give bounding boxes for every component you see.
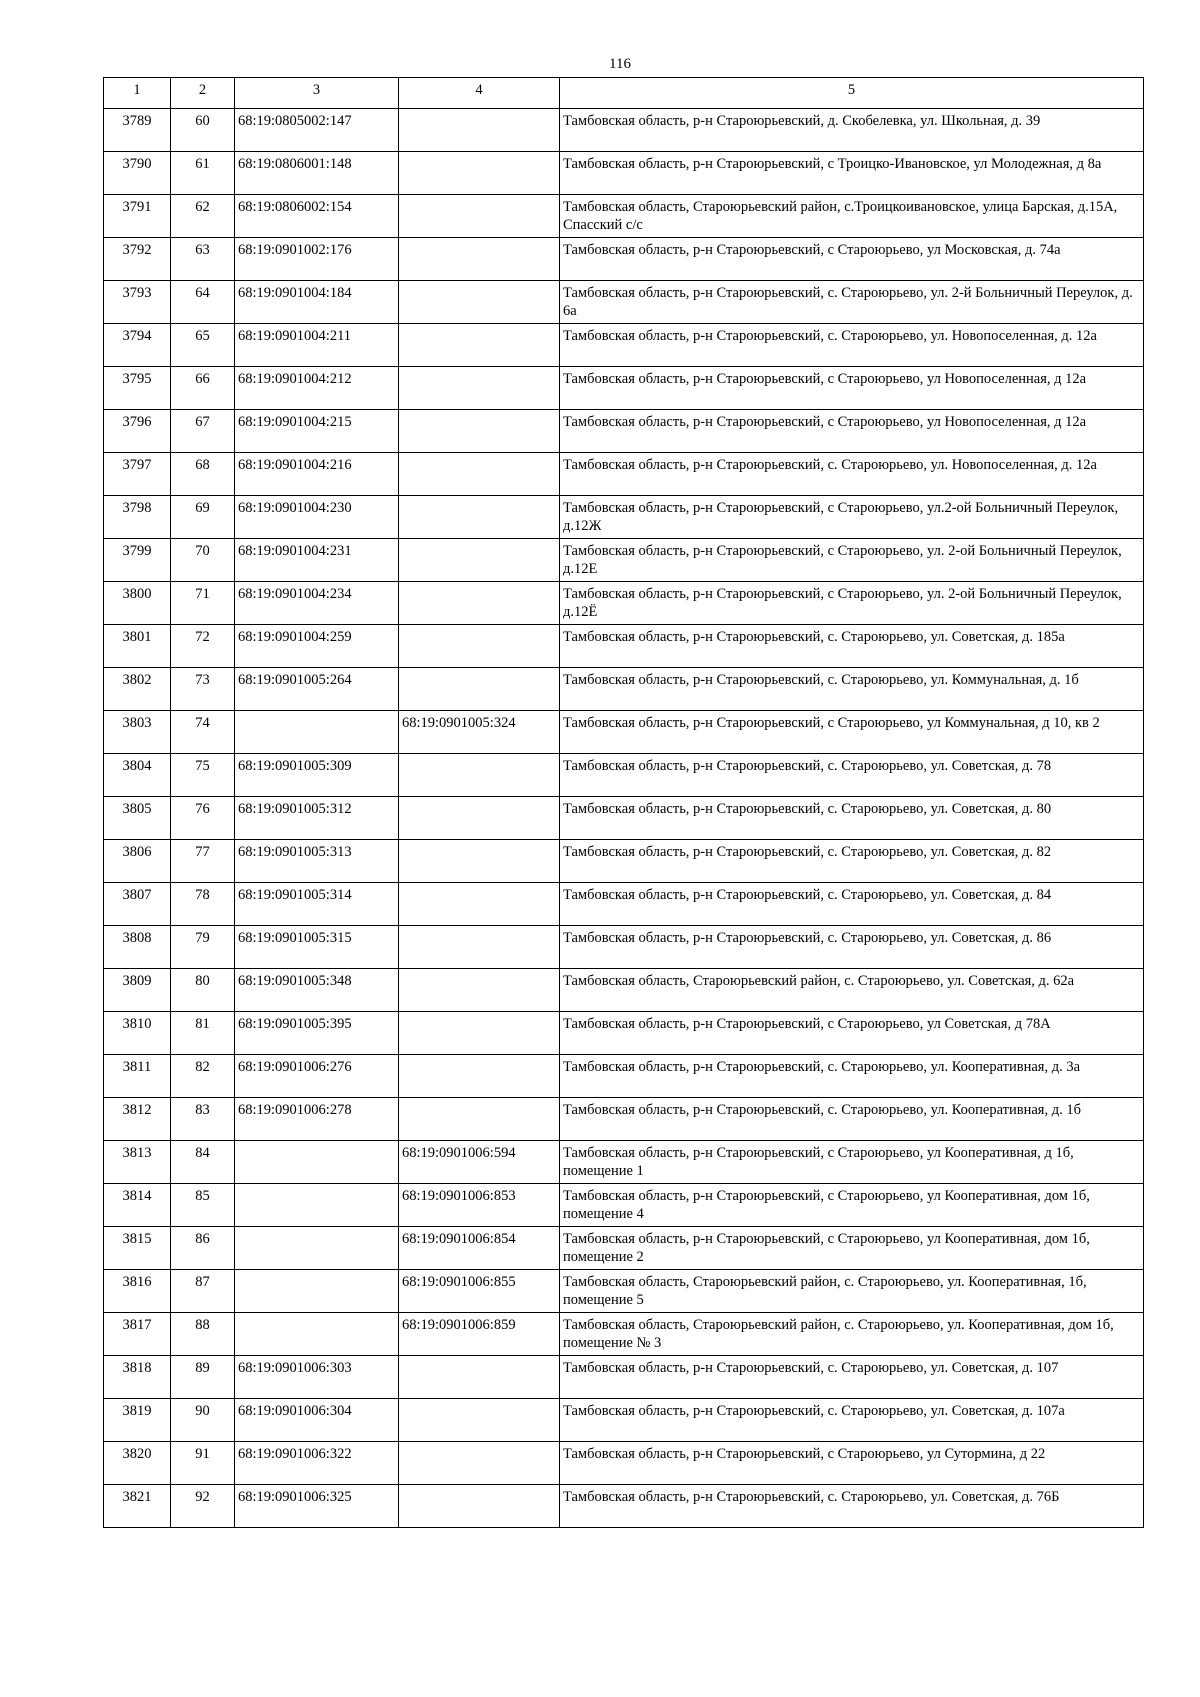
item-index-cell: 71: [171, 582, 235, 625]
table-row: [104, 625, 1144, 668]
table-row: [104, 281, 1144, 324]
address-cell: Тамбовская область, р-н Староюрьевский, с. Староюрьево, ул. Коммунальная, д. 1б: [560, 668, 1144, 711]
row-number-cell: 3799: [104, 539, 171, 582]
item-index-cell: 68: [171, 453, 235, 496]
premises-cadastral-cell: [399, 1356, 560, 1399]
premises-cadastral-cell: [399, 195, 560, 238]
row-number-cell: 3816: [104, 1270, 171, 1313]
item-index-cell: 77: [171, 840, 235, 883]
table-row: [104, 754, 1144, 797]
header-col-4: 4: [399, 78, 560, 109]
row-number-cell: 3809: [104, 969, 171, 1012]
row-number-cell: 3805: [104, 797, 171, 840]
row-number-cell: 3814: [104, 1184, 171, 1227]
header-col-3: 3: [235, 78, 399, 109]
table-row: [104, 883, 1144, 926]
table-row: [104, 668, 1144, 711]
table-row: [104, 109, 1144, 152]
premises-cadastral-cell: [399, 668, 560, 711]
table-row: [104, 324, 1144, 367]
address-cell: Тамбовская область, р-н Староюрьевский, с. Староюрьево, ул. 2-й Больничный Переулок, д. 6а: [560, 281, 1144, 324]
address-cell: Тамбовская область, р-н Староюрьевский, с. Староюрьево, ул. Советская, д. 185а: [560, 625, 1144, 668]
cadastral-number-cell: [235, 1184, 399, 1227]
row-number-cell: 3811: [104, 1055, 171, 1098]
cadastral-number-cell: 68:19:0901006:278: [235, 1098, 399, 1141]
item-index-cell: 74: [171, 711, 235, 754]
item-index-cell: 80: [171, 969, 235, 1012]
address-cell: Тамбовская область, р-н Староюрьевский, с Староюрьево, ул. 2-ой Больничный Переулок, д.12Ё: [560, 582, 1144, 625]
table-row: [104, 1055, 1144, 1098]
premises-cadastral-cell: [399, 797, 560, 840]
premises-cadastral-cell: 68:19:0901006:853: [399, 1184, 560, 1227]
table-row: [104, 1270, 1144, 1313]
row-number-cell: 3815: [104, 1227, 171, 1270]
premises-cadastral-cell: [399, 1012, 560, 1055]
table-row: [104, 1227, 1144, 1270]
table-row: [104, 152, 1144, 195]
address-cell: Тамбовская область, Староюрьевский район, с. Староюрьево, ул. Советская, д. 62а: [560, 969, 1144, 1012]
cadastral-number-cell: 68:19:0901005:312: [235, 797, 399, 840]
row-number-cell: 3789: [104, 109, 171, 152]
table-row: [104, 238, 1144, 281]
cadastral-number-cell: 68:19:0901004:215: [235, 410, 399, 453]
row-number-cell: 3810: [104, 1012, 171, 1055]
cadastral-number-cell: [235, 1270, 399, 1313]
table-header-row: [104, 78, 1144, 109]
row-number-cell: 3795: [104, 367, 171, 410]
row-number-cell: 3792: [104, 238, 171, 281]
item-index-cell: 63: [171, 238, 235, 281]
premises-cadastral-cell: [399, 152, 560, 195]
address-cell: Тамбовская область, р-н Староюрьевский, с. Староюрьево, ул. Советская, д. 80: [560, 797, 1144, 840]
cadastral-number-cell: 68:19:0901005:314: [235, 883, 399, 926]
table-row: [104, 1313, 1144, 1356]
cadastral-number-cell: 68:19:0901004:184: [235, 281, 399, 324]
item-index-cell: 69: [171, 496, 235, 539]
cadastral-number-cell: 68:19:0901005:264: [235, 668, 399, 711]
cadastral-number-cell: 68:19:0901006:322: [235, 1442, 399, 1485]
address-cell: Тамбовская область, р-н Староюрьевский, с. Староюрьево, ул. Советская, д. 107: [560, 1356, 1144, 1399]
item-index-cell: 87: [171, 1270, 235, 1313]
table-row: [104, 711, 1144, 754]
header-col-2: 2: [171, 78, 235, 109]
item-index-cell: 84: [171, 1141, 235, 1184]
premises-cadastral-cell: [399, 324, 560, 367]
row-number-cell: 3803: [104, 711, 171, 754]
cadastral-number-cell: 68:19:0901004:212: [235, 367, 399, 410]
item-index-cell: 82: [171, 1055, 235, 1098]
row-number-cell: 3817: [104, 1313, 171, 1356]
cadastral-number-cell: 68:19:0805002:147: [235, 109, 399, 152]
address-cell: Тамбовская область, Староюрьевский район, с. Староюрьево, ул. Кооперативная, дом 1б, помещение № 3: [560, 1313, 1144, 1356]
row-number-cell: 3818: [104, 1356, 171, 1399]
item-index-cell: 89: [171, 1356, 235, 1399]
row-number-cell: 3804: [104, 754, 171, 797]
cadastral-number-cell: 68:19:0901006:276: [235, 1055, 399, 1098]
address-cell: Тамбовская область, р-н Староюрьевский, с. Староюрьево, ул. Советская, д. 107а: [560, 1399, 1144, 1442]
item-index-cell: 90: [171, 1399, 235, 1442]
premises-cadastral-cell: 68:19:0901005:324: [399, 711, 560, 754]
address-cell: Тамбовская область, р-н Староюрьевский, с. Староюрьево, ул. Советская, д. 78: [560, 754, 1144, 797]
item-index-cell: 79: [171, 926, 235, 969]
row-number-cell: 3802: [104, 668, 171, 711]
address-cell: Тамбовская область, р-н Староюрьевский, с. Староюрьево, ул. Советская, д. 82: [560, 840, 1144, 883]
address-cell: Тамбовская область, р-н Староюрьевский, с Староюрьево, ул Советская, д 78А: [560, 1012, 1144, 1055]
item-index-cell: 91: [171, 1442, 235, 1485]
cadastral-number-cell: 68:19:0901004:234: [235, 582, 399, 625]
cadastral-number-cell: 68:19:0901004:230: [235, 496, 399, 539]
page-number: 116: [609, 56, 631, 72]
row-number-cell: 3796: [104, 410, 171, 453]
address-cell: Тамбовская область, р-н Староюрьевский, с. Староюрьево, ул. Советская, д. 86: [560, 926, 1144, 969]
row-number-cell: 3794: [104, 324, 171, 367]
address-cell: Тамбовская область, р-н Староюрьевский, с. Староюрьево, ул. Советская, д. 84: [560, 883, 1144, 926]
item-index-cell: 66: [171, 367, 235, 410]
item-index-cell: 78: [171, 883, 235, 926]
table-row: [104, 1098, 1144, 1141]
table-row: [104, 410, 1144, 453]
premises-cadastral-cell: [399, 410, 560, 453]
row-number-cell: 3813: [104, 1141, 171, 1184]
row-number-cell: 3801: [104, 625, 171, 668]
item-index-cell: 62: [171, 195, 235, 238]
row-number-cell: 3797: [104, 453, 171, 496]
premises-cadastral-cell: [399, 926, 560, 969]
item-index-cell: 76: [171, 797, 235, 840]
table-row: [104, 840, 1144, 883]
row-number-cell: 3798: [104, 496, 171, 539]
cadastral-number-cell: [235, 711, 399, 754]
cadastral-number-cell: 68:19:0806002:154: [235, 195, 399, 238]
address-cell: Тамбовская область, р-н Староюрьевский, д. Скобелевка, ул. Школьная, д. 39: [560, 109, 1144, 152]
address-cell: Тамбовская область, р-н Староюрьевский, с Староюрьево, ул Новопоселенная, д 12а: [560, 410, 1144, 453]
table-row: [104, 926, 1144, 969]
row-number-cell: 3820: [104, 1442, 171, 1485]
row-number-cell: 3793: [104, 281, 171, 324]
address-cell: Тамбовская область, р-н Староюрьевский, с Староюрьево, ул. 2-ой Больничный Переулок, д.12Е: [560, 539, 1144, 582]
item-index-cell: 60: [171, 109, 235, 152]
table-row: [104, 539, 1144, 582]
address-cell: Тамбовская область, р-н Староюрьевский, с Староюрьево, ул Кооперативная, д 1б, помещение 1: [560, 1141, 1144, 1184]
cadastral-number-cell: 68:19:0901006:303: [235, 1356, 399, 1399]
premises-cadastral-cell: [399, 453, 560, 496]
cadastral-number-cell: 68:19:0901002:176: [235, 238, 399, 281]
cadastral-number-cell: 68:19:0901005:315: [235, 926, 399, 969]
address-cell: Тамбовская область, р-н Староюрьевский, с. Староюрьево, ул. Новопоселенная, д. 12а: [560, 324, 1144, 367]
premises-cadastral-cell: 68:19:0901006:859: [399, 1313, 560, 1356]
row-number-cell: 3807: [104, 883, 171, 926]
premises-cadastral-cell: [399, 754, 560, 797]
table-row: [104, 1356, 1144, 1399]
table-row: [104, 1442, 1144, 1485]
cadastral-number-cell: 68:19:0901005:309: [235, 754, 399, 797]
cadastral-number-cell: 68:19:0901004:211: [235, 324, 399, 367]
address-cell: Тамбовская область, р-н Староюрьевский, с. Староюрьево, ул. Кооперативная, д. 1б: [560, 1098, 1144, 1141]
item-index-cell: 75: [171, 754, 235, 797]
premises-cadastral-cell: [399, 1055, 560, 1098]
premises-cadastral-cell: [399, 582, 560, 625]
item-index-cell: 67: [171, 410, 235, 453]
table-row: [104, 1141, 1144, 1184]
premises-cadastral-cell: [399, 840, 560, 883]
item-index-cell: 88: [171, 1313, 235, 1356]
cadastral-number-cell: 68:19:0901005:313: [235, 840, 399, 883]
cadastral-number-cell: 68:19:0901004:216: [235, 453, 399, 496]
address-cell: Тамбовская область, р-н Староюрьевский, с. Староюрьево, ул. Новопоселенная, д. 12а: [560, 453, 1144, 496]
premises-cadastral-cell: [399, 883, 560, 926]
row-number-cell: 3819: [104, 1399, 171, 1442]
premises-cadastral-cell: [399, 539, 560, 582]
table-row: [104, 969, 1144, 1012]
item-index-cell: 72: [171, 625, 235, 668]
cadastral-number-cell: 68:19:0901004:231: [235, 539, 399, 582]
premises-cadastral-cell: [399, 238, 560, 281]
address-cell: Тамбовская область, Староюрьевский район, с. Староюрьево, ул. Кооперативная, 1б, помещение 5: [560, 1270, 1144, 1313]
row-number-cell: 3812: [104, 1098, 171, 1141]
item-index-cell: 70: [171, 539, 235, 582]
item-index-cell: 85: [171, 1184, 235, 1227]
table-row: [104, 797, 1144, 840]
row-number-cell: 3791: [104, 195, 171, 238]
cadastral-number-cell: 68:19:0806001:148: [235, 152, 399, 195]
header-col-1: 1: [104, 78, 171, 109]
address-cell: Тамбовская область, р-н Староюрьевский, с Староюрьево, ул Новопоселенная, д 12а: [560, 367, 1144, 410]
address-cell: Тамбовская область, р-н Староюрьевский, с Троицко-Ивановское, ул Молодежная, д 8а: [560, 152, 1144, 195]
cadastral-number-cell: 68:19:0901006:325: [235, 1485, 399, 1528]
row-number-cell: 3808: [104, 926, 171, 969]
premises-cadastral-cell: 68:19:0901006:855: [399, 1270, 560, 1313]
address-cell: Тамбовская область, р-н Староюрьевский, с Староюрьево, ул Московская, д. 74а: [560, 238, 1144, 281]
premises-cadastral-cell: 68:19:0901006:594: [399, 1141, 560, 1184]
premises-cadastral-cell: [399, 1442, 560, 1485]
premises-cadastral-cell: [399, 1485, 560, 1528]
row-number-cell: 3790: [104, 152, 171, 195]
item-index-cell: 81: [171, 1012, 235, 1055]
item-index-cell: 64: [171, 281, 235, 324]
cadastral-number-cell: 68:19:0901004:259: [235, 625, 399, 668]
table-row: [104, 496, 1144, 539]
address-cell: Тамбовская область, р-н Староюрьевский, с Староюрьево, ул Кооперативная, дом 1б, помещение 4: [560, 1184, 1144, 1227]
cadastral-number-cell: 68:19:0901006:304: [235, 1399, 399, 1442]
premises-cadastral-cell: [399, 625, 560, 668]
table-row: [104, 1012, 1144, 1055]
item-index-cell: 61: [171, 152, 235, 195]
table-row: [104, 195, 1144, 238]
premises-cadastral-cell: [399, 367, 560, 410]
item-index-cell: 73: [171, 668, 235, 711]
table-row: [104, 367, 1144, 410]
item-index-cell: 86: [171, 1227, 235, 1270]
address-cell: Тамбовская область, р-н Староюрьевский, с. Староюрьево, ул. Советская, д. 76Б: [560, 1485, 1144, 1528]
premises-cadastral-cell: [399, 1399, 560, 1442]
cadastral-number-cell: 68:19:0901005:395: [235, 1012, 399, 1055]
cadastral-number-cell: [235, 1313, 399, 1356]
header-col-5: 5: [560, 78, 1144, 109]
table-body: [104, 109, 1144, 1528]
table-row: [104, 582, 1144, 625]
premises-cadastral-cell: [399, 109, 560, 152]
table-row: [104, 1184, 1144, 1227]
premises-cadastral-cell: [399, 496, 560, 539]
row-number-cell: 3806: [104, 840, 171, 883]
premises-cadastral-cell: [399, 1098, 560, 1141]
address-cell: Тамбовская область, Староюрьевский район, с.Троицкоивановское, улица Барская, д.15А, Спасский с/с: [560, 195, 1144, 238]
registry-table: [103, 77, 1144, 1528]
address-cell: Тамбовская область, р-н Староюрьевский, с Староюрьево, ул Кооперативная, дом 1б, помещение 2: [560, 1227, 1144, 1270]
item-index-cell: 83: [171, 1098, 235, 1141]
address-cell: Тамбовская область, р-н Староюрьевский, с Староюрьево, ул.2-ой Больничный Переулок, д.12Ж: [560, 496, 1144, 539]
item-index-cell: 65: [171, 324, 235, 367]
cadastral-number-cell: [235, 1227, 399, 1270]
table-row: [104, 1485, 1144, 1528]
premises-cadastral-cell: [399, 281, 560, 324]
row-number-cell: 3821: [104, 1485, 171, 1528]
table-row: [104, 453, 1144, 496]
cadastral-number-cell: 68:19:0901005:348: [235, 969, 399, 1012]
premises-cadastral-cell: [399, 969, 560, 1012]
table-row: [104, 1399, 1144, 1442]
cadastral-number-cell: [235, 1141, 399, 1184]
row-number-cell: 3800: [104, 582, 171, 625]
premises-cadastral-cell: 68:19:0901006:854: [399, 1227, 560, 1270]
item-index-cell: 92: [171, 1485, 235, 1528]
address-cell: Тамбовская область, р-н Староюрьевский, с. Староюрьево, ул. Кооперативная, д. 3а: [560, 1055, 1144, 1098]
address-cell: Тамбовская область, р-н Староюрьевский, с Староюрьево, ул Сутормина, д 22: [560, 1442, 1144, 1485]
address-cell: Тамбовская область, р-н Староюрьевский, с Староюрьево, ул Коммунальная, д 10, кв 2: [560, 711, 1144, 754]
